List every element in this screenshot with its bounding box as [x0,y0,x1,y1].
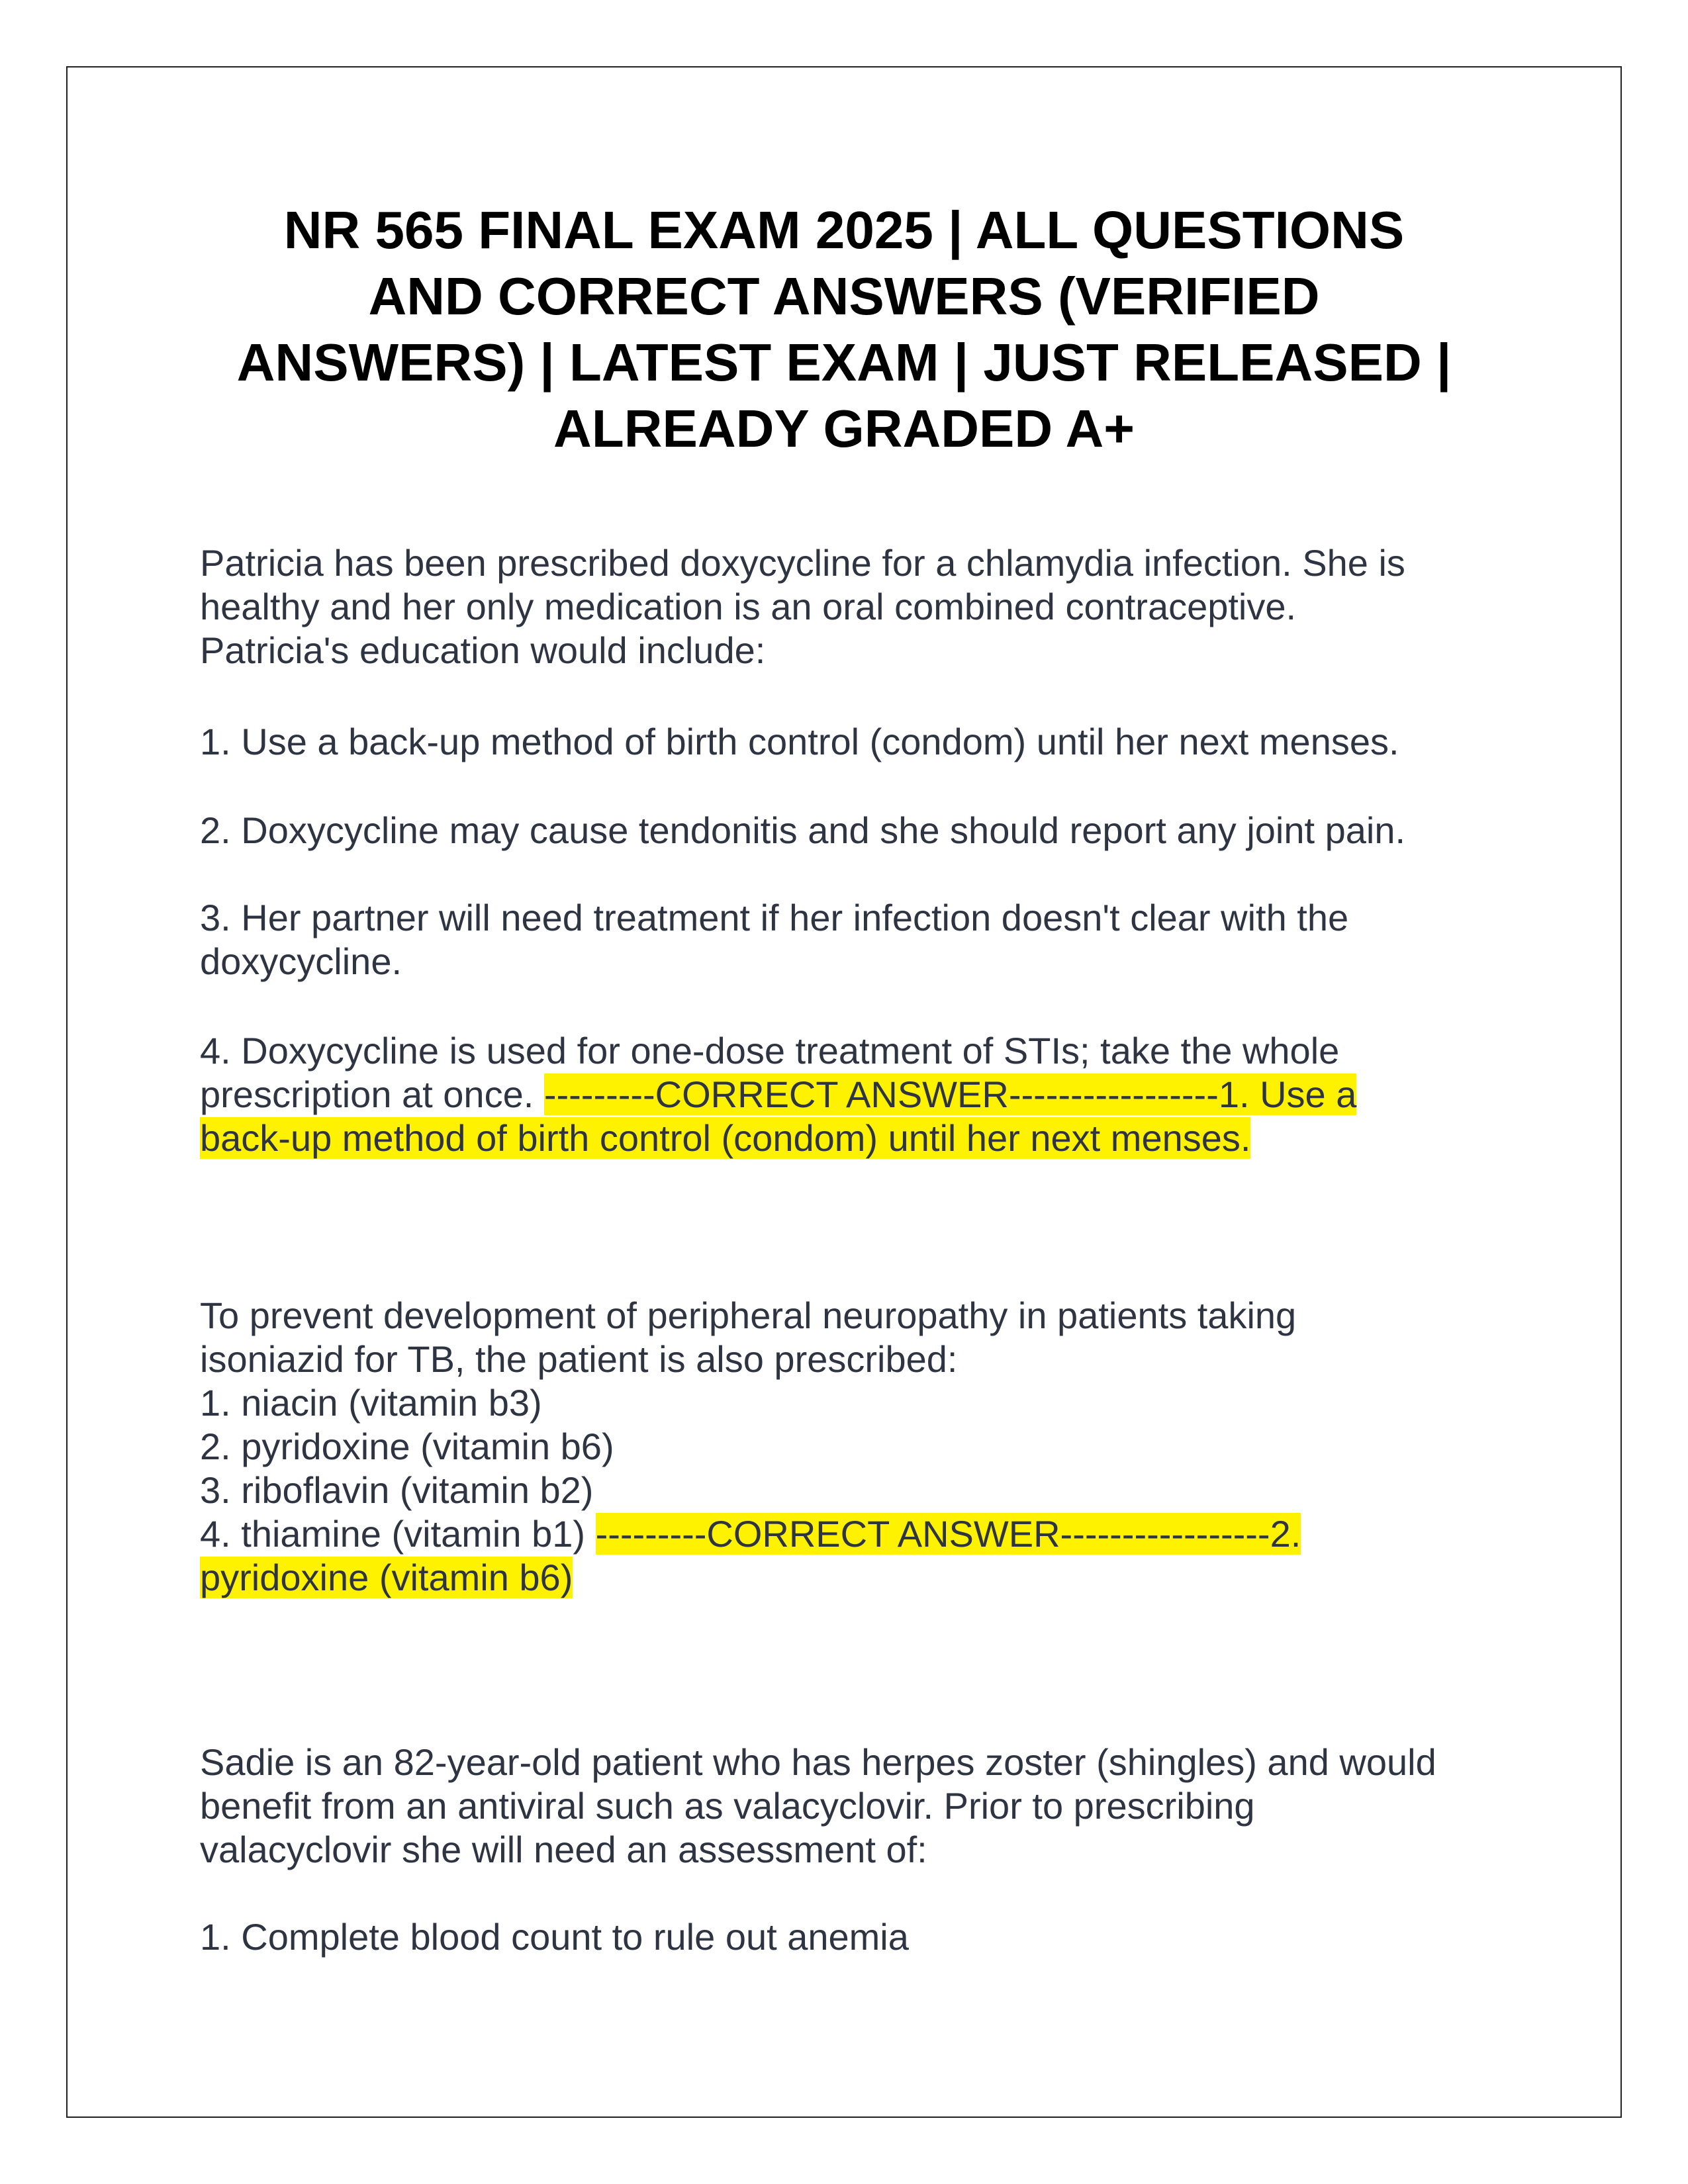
option-text: doxycycline. [200,940,402,982]
question-2 [200,1294,1550,1600]
correct-answer-highlight: pyridoxine (vitamin b6) [200,1557,573,1598]
question-3-stem-line: benefit from an antiviral such as valacyclovir. Prior to prescribing [200,1785,1255,1827]
question-1-stem-line: Patricia's education would include: [200,629,766,671]
option-text: prescription at once. [200,1073,544,1115]
option-text: 4. Doxycycline is used for one-dose treatment of STIs; take the whole [200,1030,1340,1071]
title-line-4: ALREADY GRADED A+ [553,399,1135,458]
question-3-stem-line: valacyclovir she will need an assessment of: [200,1829,927,1870]
question-3-stem-line: Sadie is an 82-year-old patient who has herpes zoster (shingles) and would [200,1741,1436,1783]
option-answer-line [200,1116,1550,1160]
question-2-option-answer-line [200,1512,1550,1556]
document-title [172,197,1516,462]
question-1-stem-line: Patricia has been prescribed doxycycline for a chlamydia infection. She is [200,542,1405,584]
option-text: 1. Use a back-up method of birth control (condom) until her next menses. [200,721,1399,762]
question-2-option: 1. niacin (vitamin b3) [200,1382,542,1424]
question-2-stem-line: isoniazid for TB, the patient is also prescribed: [200,1338,958,1380]
title-line-3: ANSWERS) | LATEST EXAM | JUST RELEASED | [236,333,1452,392]
question-2-option: 3. riboflavin (vitamin b2) [200,1469,594,1511]
correct-answer-highlight: ---------CORRECT ANSWER-----------------2. [595,1513,1301,1555]
question-2-option: 2. pyridoxine (vitamin b6) [200,1426,614,1467]
title-line-1: NR 565 FINAL EXAM 2025 | ALL QUESTIONS [283,201,1405,259]
question-2-stem-line: To prevent development of peripheral neuropathy in patients taking [200,1295,1297,1336]
question-1-option-2 [200,809,1550,852]
question-1-stem-line: healthy and her only medication is an oral combined contraceptive. [200,586,1297,627]
title-line-2: AND CORRECT ANSWERS (VERIFIED [368,267,1320,326]
question-1-option-3 [200,896,1550,983]
option-text: 3. Her partner will need treatment if her infection doesn't clear with the [200,897,1349,938]
option-text: 1. Complete blood count to rule out anemia [200,1916,909,1958]
correct-answer-highlight: ---------CORRECT ANSWER-----------------1. Use a [543,1073,1357,1115]
correct-answer-highlight: back-up method of birth control (condom) until her next menses. [200,1117,1251,1159]
question-2-option: 4. thiamine (vitamin b1) [200,1513,596,1555]
question-1-option-4 [200,1029,1550,1160]
question-3-option-1 [200,1915,1550,1959]
option-text: 2. Doxycycline may cause tendonitis and she should report any joint pain. [200,809,1406,851]
question-1-option-1 [200,720,1550,764]
question-1-stem [200,541,1550,672]
question-2-answer-line [200,1556,1550,1600]
question-3-stem [200,1741,1550,1872]
option-answer-line [200,1073,1550,1116]
